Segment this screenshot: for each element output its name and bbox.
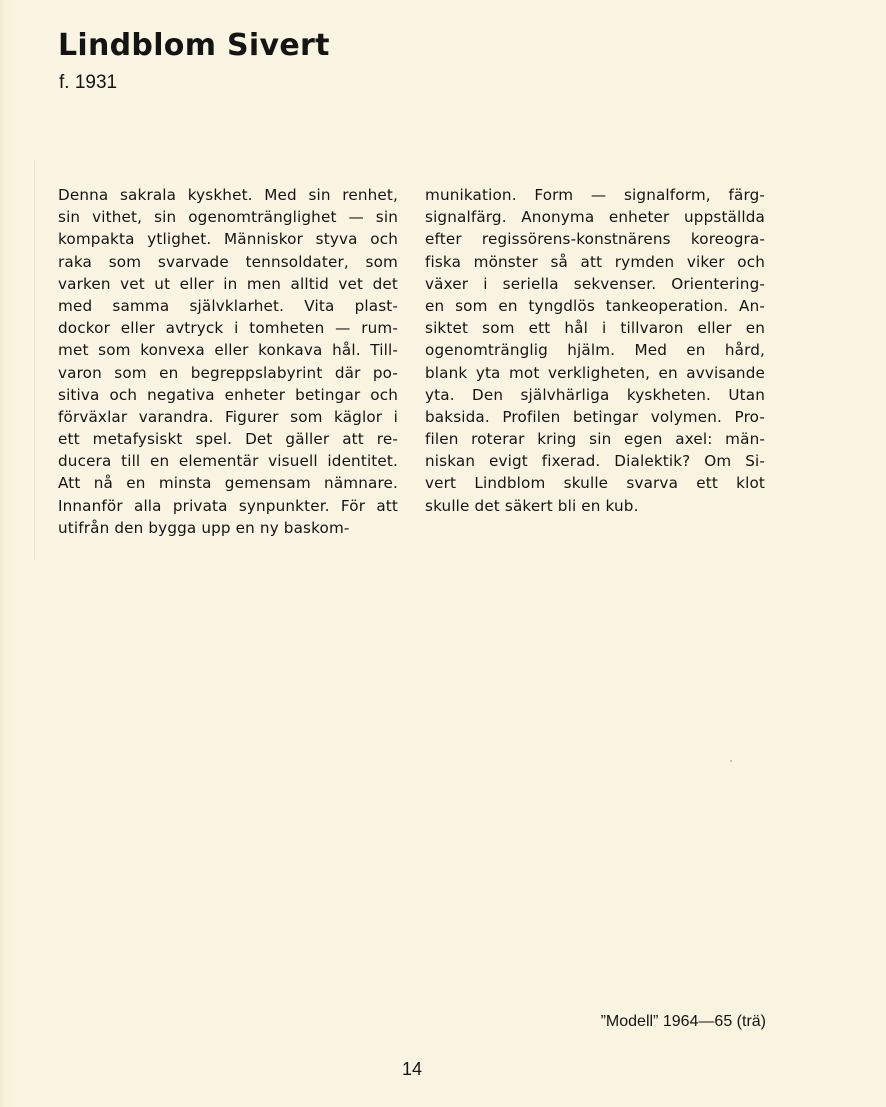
text-line: ducera till en elementär visuell identitet. <box>58 452 398 471</box>
text-line: raka som svarvade tennsoldater, som <box>58 252 398 271</box>
text-column-right <box>425 184 765 517</box>
text-line: yta. Den självhärliga kyskheten. Utan <box>425 385 765 404</box>
text-line: varken vet ut eller in men alltid vet det <box>58 274 398 293</box>
text-line: blank yta mot verkligheten, en avvisande <box>425 363 765 382</box>
text-line: sitiva och negativa enheter betingar och <box>58 385 398 404</box>
text-line: filen roterar kring sin egen axel: män- <box>425 430 765 449</box>
text-line: med samma självklarhet. Vita plast- <box>58 296 398 315</box>
text-line: efter regissörens-konstnärens koreogra- <box>425 230 765 249</box>
text-line: utifrån den bygga upp en ny baskom- <box>58 518 350 537</box>
text-line: sin vithet, sin ogenomtränglighet — sin <box>58 208 398 227</box>
text-line: ett metafysiskt spel. Det gäller att re- <box>58 430 398 449</box>
binding-shadow <box>34 160 35 560</box>
text-line: niskan evigt fixerad. Dialektik? Om Si- <box>425 452 765 471</box>
text-line: en som en tyngdlös tankeoperation. An- <box>425 296 765 315</box>
page-number: 14 <box>401 1059 423 1079</box>
text-line: dockor eller avtryck i tomheten — rum- <box>58 319 398 338</box>
paper-speck <box>730 760 732 762</box>
text-line: ogenomtränglig hjälm. Med en hård, <box>425 341 765 360</box>
text-line: förväxlar varandra. Figurer som käglor i <box>58 407 398 426</box>
text-line: Innanför alla privata synpunkter. För att <box>58 496 398 515</box>
birth-year: f. 1931 <box>59 72 118 93</box>
text-line: växer i seriella sekvenser. Orientering- <box>425 274 765 293</box>
text-column-left <box>58 184 398 539</box>
text-line: Att nå en minsta gemensam nämnare. <box>58 474 398 493</box>
artist-name-heading: Lindblom Sivert <box>58 28 330 63</box>
text-line: kompakta ytlighet. Människor styva och <box>58 230 398 249</box>
text-line: siktet som ett hål i tillvaron eller en <box>425 319 765 338</box>
artwork-caption: ”Modell” 1964—65 (trä) <box>600 1013 766 1030</box>
text-line: met som konvexa eller konkava hål. Till- <box>58 341 398 360</box>
text-line: skulle det säkert bli en kub. <box>425 496 639 515</box>
text-line: varon som en begreppslabyrint där po- <box>58 363 398 382</box>
text-line: baksida. Profilen betingar volymen. Pro- <box>425 407 765 426</box>
text-line: munikation. Form — signalform, färg- <box>425 186 765 204</box>
text-line: fiska mönster så att rymden viker och <box>425 252 765 271</box>
text-line: vert Lindblom skulle svarva ett klot <box>425 474 765 493</box>
text-line: signalfärg. Anonyma enheter uppställda <box>425 208 765 227</box>
text-line: Denna sakrala kyskhet. Med sin renhet, <box>58 186 398 204</box>
